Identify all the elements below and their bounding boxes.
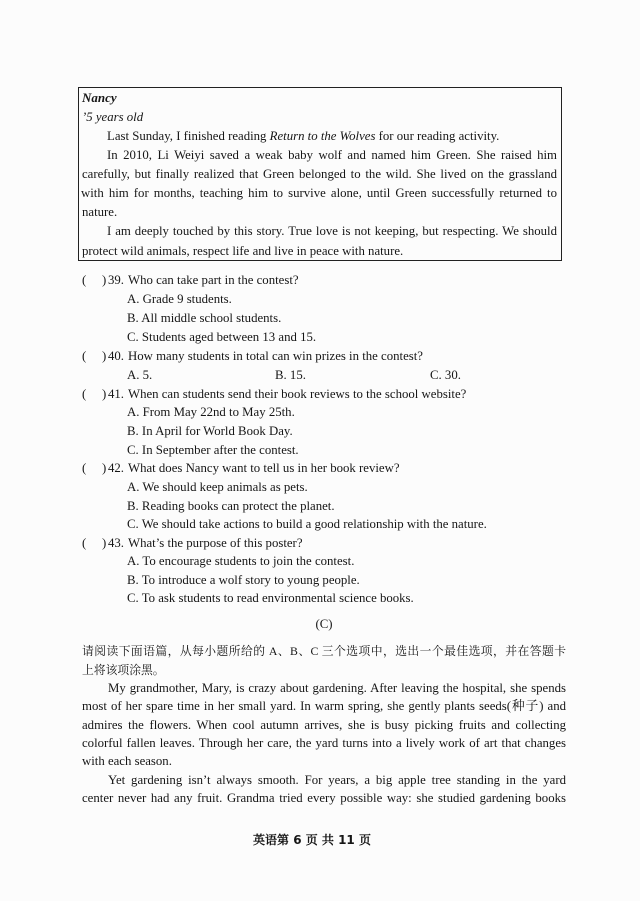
page-footer: 英语第 6 页 共 11 页 <box>253 832 371 847</box>
question-42-option-c: C. We should take actions to build a good relationship with the nature. <box>127 516 487 531</box>
question-41-option-b: B. In April for World Book Day. <box>127 423 293 438</box>
question-text: What does Nancy want to tell us in her book review? <box>128 460 400 475</box>
review-p2-line-2: carefully, but finally realized that Green belonged to the wild. She lived on the grassland <box>82 166 557 181</box>
review-p2-line-1: In 2010, Li Weiyi saved a weak baby wolf and named him Green. She raised him <box>107 147 557 162</box>
section-c-instruction-line-1: 请阅读下面语篇，从每小题所给的 A、B、C 三个选项中，选出一个最佳选项，并在答题卡 <box>82 643 566 658</box>
question-39 <box>82 271 299 290</box>
passage-p1-line-5: with each season. <box>82 753 172 768</box>
answer-bracket-open: ( <box>82 272 87 287</box>
passage-p1-line-4: colorful fallen leaves. Through her care, the yard turns into a lively work of art that changes <box>82 735 566 750</box>
question-43-option-b: B. To introduce a wolf story to young people. <box>127 572 360 587</box>
question-43-option-a: A. To encourage students to join the contest. <box>127 553 355 568</box>
book-title: Return to the Wolves <box>269 128 376 143</box>
question-number: 39. <box>108 272 124 287</box>
passage-p1-line-1: My grandmother, Mary, is crazy about gardening. After leaving the hospital, she spends <box>108 680 566 695</box>
question-42 <box>82 459 400 478</box>
question-40-option-b: B. 15. <box>275 367 306 382</box>
passage-p1-line-3: admires the flowers. When cool autumn arrives, she is busy picking fruits and collecting <box>82 717 566 732</box>
question-text: How many students in total can win prizes in the contest? <box>128 348 423 363</box>
passage-p1-line-2: most of her spare time in her small yard. In warm spring, she gently plants seeds(种子) and <box>82 698 566 713</box>
answer-bracket-open: ( <box>82 460 87 475</box>
answer-bracket-close: ) <box>102 386 107 401</box>
answer-bracket-open: ( <box>82 535 87 550</box>
question-43-option-c: C. To ask students to read environmental science books. <box>127 590 414 605</box>
review-p2-line-4: nature. <box>82 204 118 219</box>
review-author-name: Nancy <box>82 90 117 105</box>
answer-bracket-close: ) <box>102 460 107 475</box>
review-p1-text-before: Last Sunday, I finished reading <box>107 128 270 143</box>
review-paragraph-1 <box>107 127 499 146</box>
review-p3-line-2: protect wild animals, respect life and live in peace with nature. <box>82 243 404 258</box>
question-41-option-a: A. From May 22nd to May 25th. <box>127 404 295 419</box>
question-39-option-b: B. All middle school students. <box>127 310 282 325</box>
question-text: What’s the purpose of this poster? <box>128 535 303 550</box>
section-c-instruction-line-2: 上将该项涂黑。 <box>82 662 165 677</box>
answer-bracket-close: ) <box>102 272 107 287</box>
question-number: 40. <box>108 348 124 363</box>
answer-bracket-close: ) <box>102 535 107 550</box>
review-p3-line-1: I am deeply touched by this story. True love is not keeping, but respecting. We should <box>107 223 557 238</box>
question-43 <box>82 534 303 553</box>
question-39-option-a: A. Grade 9 students. <box>127 291 232 306</box>
question-42-option-b: B. Reading books can protect the planet. <box>127 498 335 513</box>
question-42-option-a: A. We should keep animals as pets. <box>127 479 308 494</box>
question-41-option-c: C. In September after the contest. <box>127 442 299 457</box>
question-40-option-c: C. 30. <box>430 367 461 382</box>
passage-p2-line-2: center never had any fruit. Grandma tried every possible way: she studied gardening books <box>82 790 566 805</box>
review-author-age: ’5 years old <box>82 109 144 124</box>
answer-bracket-close: ) <box>102 348 107 363</box>
passage-p2-line-1: Yet gardening isn’t always smooth. For years, a big apple tree standing in the yard <box>108 772 566 787</box>
answer-bracket-open: ( <box>82 386 87 401</box>
question-text: When can students send their book reviews to the school website? <box>128 386 467 401</box>
question-text: Who can take part in the contest? <box>128 272 299 287</box>
question-40-option-a: A. 5. <box>127 367 153 382</box>
question-number: 42. <box>108 460 124 475</box>
question-40 <box>82 347 423 366</box>
answer-bracket-open: ( <box>82 348 87 363</box>
review-p2-line-3: with him for months, teaching him to survive alone, until Green successfully returned to <box>81 185 557 200</box>
section-c-label: (C) <box>315 616 333 631</box>
question-number: 43. <box>108 535 124 550</box>
question-41 <box>82 385 466 404</box>
review-p1-text-after: for our reading activity. <box>375 128 500 143</box>
question-39-option-c: C. Students aged between 13 and 15. <box>127 329 317 344</box>
question-number: 41. <box>108 386 124 401</box>
